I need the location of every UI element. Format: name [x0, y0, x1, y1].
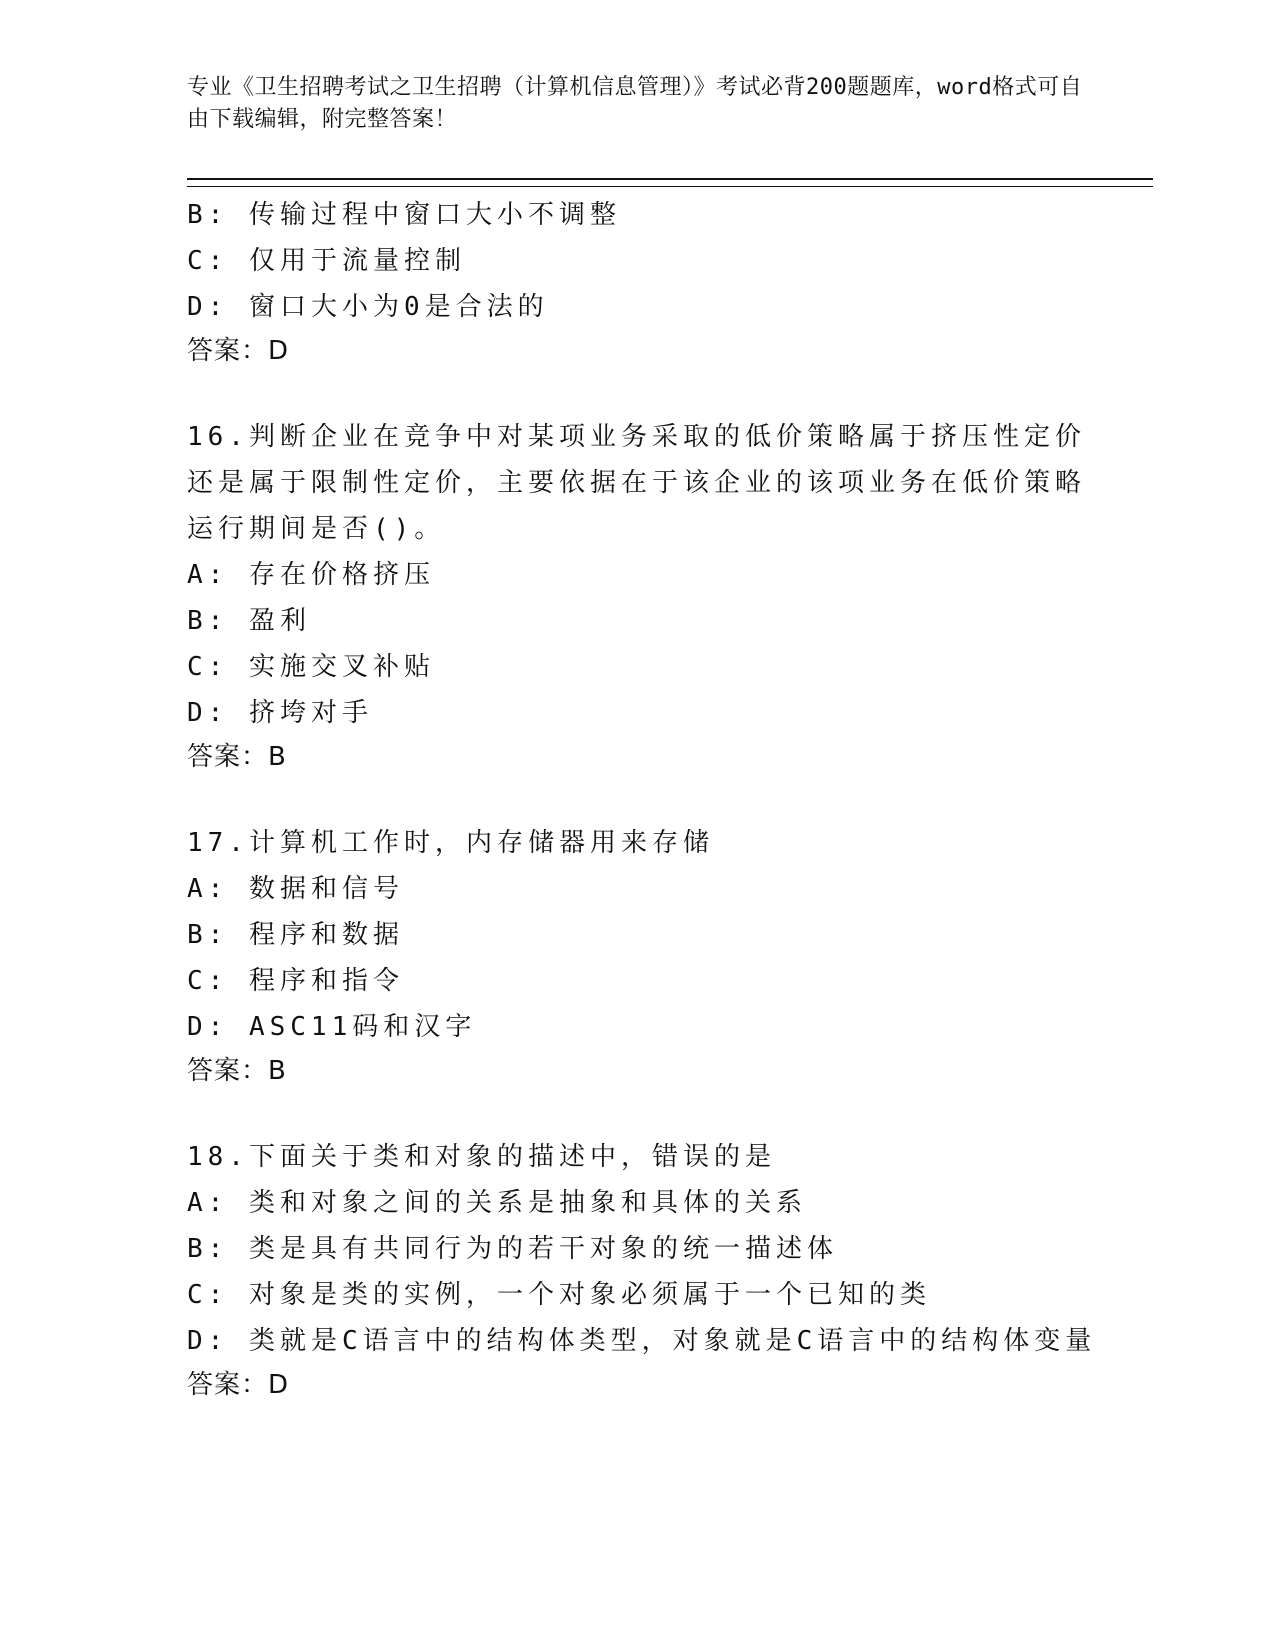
question-list — [187, 192, 1097, 1406]
option-c: C: 对象是类的实例，一个对象必须属于一个已知的类 — [187, 1280, 931, 1310]
option-d: D: ASC11码和汉字 — [187, 1012, 477, 1042]
option-a: A: 数据和信号 — [187, 874, 404, 904]
question-15 — [187, 192, 1087, 372]
option-b: B: 类是具有共同行为的若干对象的统一描述体 — [187, 1234, 838, 1264]
option-c: C: 仅用于流量控制 — [187, 246, 466, 276]
question-text: 16.判断企业在竞争中对某项业务采取的低价策略属于挤压性定价还是属于限制性定价，主要依据在于该企业的该项业务在低价策略运行期间是否()。 — [187, 422, 1087, 544]
question-18 — [187, 1134, 1097, 1406]
answer-label: 答案：B — [187, 742, 287, 772]
answer-label: 答案：D — [187, 336, 290, 366]
option-b: B: 盈利 — [187, 606, 311, 636]
option-d: D: 挤垮对手 — [187, 698, 373, 728]
spacer — [187, 1092, 1087, 1134]
option-c: C: 实施交叉补贴 — [187, 652, 435, 682]
answer-label: 答案：B — [187, 1056, 287, 1086]
option-d: D: 窗口大小为0是合法的 — [187, 292, 549, 322]
document-header: 专业《卫生招聘考试之卫生招聘（计算机信息管理）》考试必背200题题库，word格式可自由下载编辑，附完整答案！ — [187, 75, 1083, 132]
option-a: A: 存在价格挤压 — [187, 560, 435, 590]
question-17 — [187, 820, 1087, 1092]
question-text: 18.下面关于类和对象的描述中，错误的是 — [187, 1142, 776, 1172]
option-a: A: 类和对象之间的关系是抽象和具体的关系 — [187, 1188, 807, 1218]
question-text: 17.计算机工作时，内存储器用来存储 — [187, 828, 714, 858]
option-b: B: 程序和数据 — [187, 920, 404, 950]
answer-label: 答案：D — [187, 1370, 290, 1400]
spacer — [187, 778, 1087, 820]
question-16 — [187, 414, 1087, 778]
header-divider — [187, 178, 1153, 187]
option-b: B: 传输过程中窗口大小不调整 — [187, 200, 621, 230]
option-d: D: 类就是C语言中的结构体类型，对象就是C语言中的结构体变量 — [187, 1326, 1097, 1356]
option-c: C: 程序和指令 — [187, 966, 404, 996]
spacer — [187, 372, 1087, 414]
